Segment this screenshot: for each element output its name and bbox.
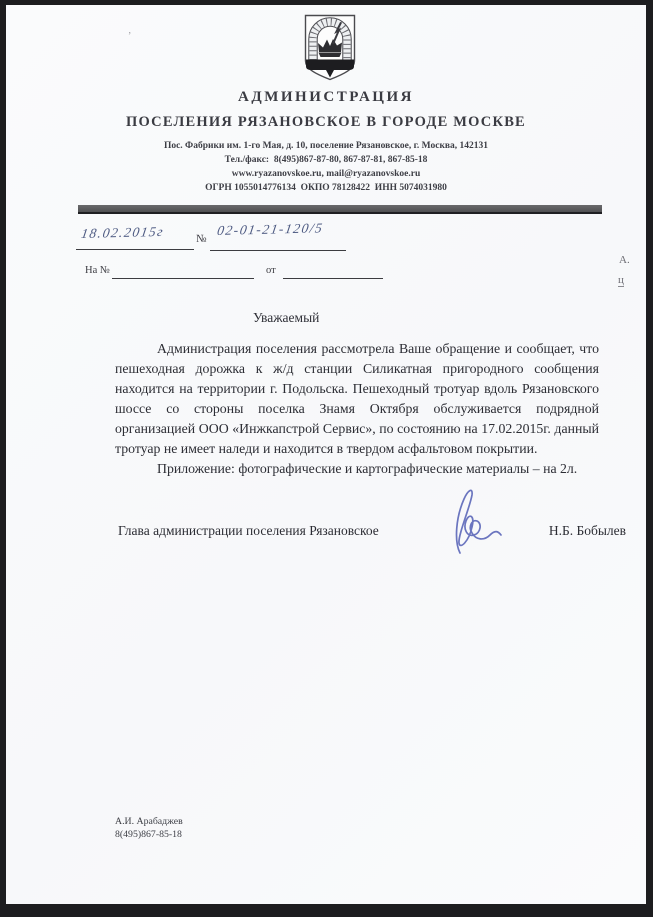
- outgoing-number-handwritten: 02-01-21-120/5: [216, 220, 325, 239]
- letterhead-divider-bar: [78, 205, 602, 214]
- executor-name: А.И. Арабаджев: [115, 816, 183, 827]
- reply-number-blank: [112, 277, 254, 279]
- body-paragraph-attachment: Приложение: фотографические и картографические материалы – на 2л.: [157, 461, 578, 476]
- number-sign-label: №: [196, 233, 207, 245]
- signer-position-title: Глава администрации поселения Рязановское: [118, 523, 379, 538]
- signature-row: [118, 523, 626, 539]
- executor-phone: 8(495)867-85-18: [115, 829, 182, 840]
- number-underline: [210, 249, 346, 251]
- addressee-fragment-2: ц: [618, 274, 624, 286]
- letter-body: [115, 339, 599, 479]
- addressee-fragment-1: А.: [619, 254, 630, 266]
- reply-to-label: На №: [85, 265, 110, 276]
- body-paragraph-1: Администрация поселения рассмотрела Ваше обращение и сообщает, что пешеходная дорожка к ж/д станции Силикатная пригородного сообщения находится на территории г. Подольска. Пешеходный тротуар вдоль Рязановского шоссе со стороны поселка Знамя Октября обслуживается подрядной организацией ООО «Инжкапстрой Сервис», по состоянию на 17.02.2015г. данный тротуар не имеет наледи и находится в твердом асфальтовом покрытии.: [115, 341, 599, 456]
- date-underline: [76, 248, 194, 250]
- reply-from-label: от: [266, 265, 276, 276]
- org-phone-fax: Тел./факс: 8(495)867-87-80, 867-87-81, 867-85-18: [224, 155, 428, 165]
- salutation: Уважаемый: [253, 310, 320, 325]
- reply-date-blank: [283, 277, 383, 279]
- org-name-line1: АДМИНИСТРАЦИЯ: [238, 89, 414, 105]
- scan-artifact-mark: ’: [128, 31, 132, 42]
- org-web-email: www.ryazanovskoe.ru, mail@ryazanovskoe.ru: [231, 169, 421, 179]
- executor-block: [115, 815, 183, 841]
- letter-paper: [6, 5, 646, 904]
- signer-name: Н.Б. Бобылев: [548, 523, 626, 538]
- org-address: Пос. Фабрики им. 1-го Мая, д. 10, поселение Рязановское, г. Москва, 142131: [163, 141, 489, 151]
- coat-of-arms-icon: [304, 14, 356, 81]
- handwritten-signature-icon: [426, 483, 516, 557]
- outgoing-date-handwritten: 18.02.2015г: [80, 223, 166, 242]
- org-name-line2: ПОСЕЛЕНИЯ РЯЗАНОВСКОЕ В ГОРОДЕ МОСКВЕ: [126, 114, 526, 130]
- org-registration-numbers: ОГРН 1055014776134 ОКПО 78128422 ИНН 5074031980: [205, 183, 447, 193]
